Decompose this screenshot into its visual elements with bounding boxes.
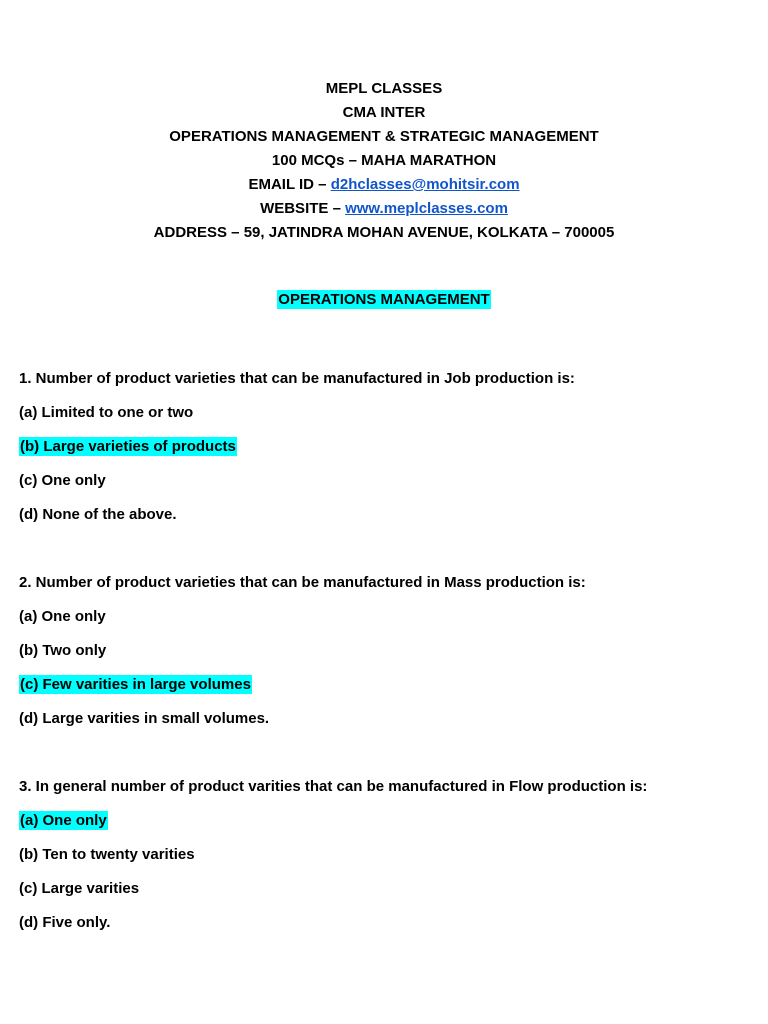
- option-d: [19, 709, 759, 743]
- option-text: (c) One only: [19, 472, 106, 489]
- section-title: OPERATIONS MANAGEMENT: [278, 291, 490, 308]
- section-heading: [0, 291, 768, 308]
- option-text: (c) Large varities: [19, 880, 140, 897]
- option-b: [19, 437, 759, 471]
- option-text: (b) Two only: [19, 642, 107, 659]
- option-b: [19, 845, 759, 879]
- option-text: (d) None of the above.: [19, 506, 177, 523]
- option-c: [19, 675, 759, 709]
- website-link[interactable]: www.meplclasses.com: [345, 200, 508, 217]
- subject-title: OPERATIONS MANAGEMENT & STRATEGIC MANAGEMENT: [169, 128, 599, 145]
- email-line: [0, 173, 768, 197]
- email-link[interactable]: d2hclasses@mohitsir.com: [330, 176, 520, 193]
- option-c: [19, 471, 759, 505]
- question-1: [19, 369, 759, 539]
- question-2: [19, 573, 759, 743]
- question-text: 1. Number of product varieties that can be manufactured in Job production is:: [19, 370, 575, 387]
- option-a: [19, 403, 759, 437]
- question-text: 3. In general number of product varities that can be manufactured in Flow production is:: [19, 778, 648, 795]
- question-text: 2. Number of product varieties that can be manufactured in Mass production is:: [19, 574, 586, 591]
- question-3: [19, 777, 759, 947]
- option-d: [19, 505, 759, 539]
- email-label: EMAIL ID –: [248, 176, 331, 193]
- website-label: WEBSITE –: [260, 200, 346, 217]
- option-text: (b) Ten to twenty varities: [19, 846, 195, 863]
- website-line: [0, 197, 768, 221]
- option-a: [19, 811, 759, 845]
- option-d: [19, 913, 759, 947]
- document-header: [0, 77, 768, 245]
- option-a: [19, 607, 759, 641]
- option-text-answer: (c) Few varities in large volumes: [20, 676, 251, 693]
- option-b: [19, 641, 759, 675]
- series-title: 100 MCQs – MAHA MARATHON: [271, 152, 497, 169]
- question-list: [19, 369, 759, 981]
- option-text: (d) Five only.: [19, 914, 111, 931]
- option-text: (a) Limited to one or two: [19, 404, 194, 421]
- option-text: (a) One only: [19, 608, 106, 625]
- org-name: MEPL CLASSES: [325, 80, 443, 97]
- course-name: CMA INTER: [342, 104, 426, 121]
- option-text-answer: (a) One only: [20, 812, 107, 829]
- option-c: [19, 879, 759, 913]
- option-text-answer: (b) Large varieties of products: [20, 438, 236, 455]
- option-text: (d) Large varities in small volumes.: [19, 710, 270, 727]
- address-line: ADDRESS – 59, JATINDRA MOHAN AVENUE, KOLKATA – 700005: [153, 224, 615, 241]
